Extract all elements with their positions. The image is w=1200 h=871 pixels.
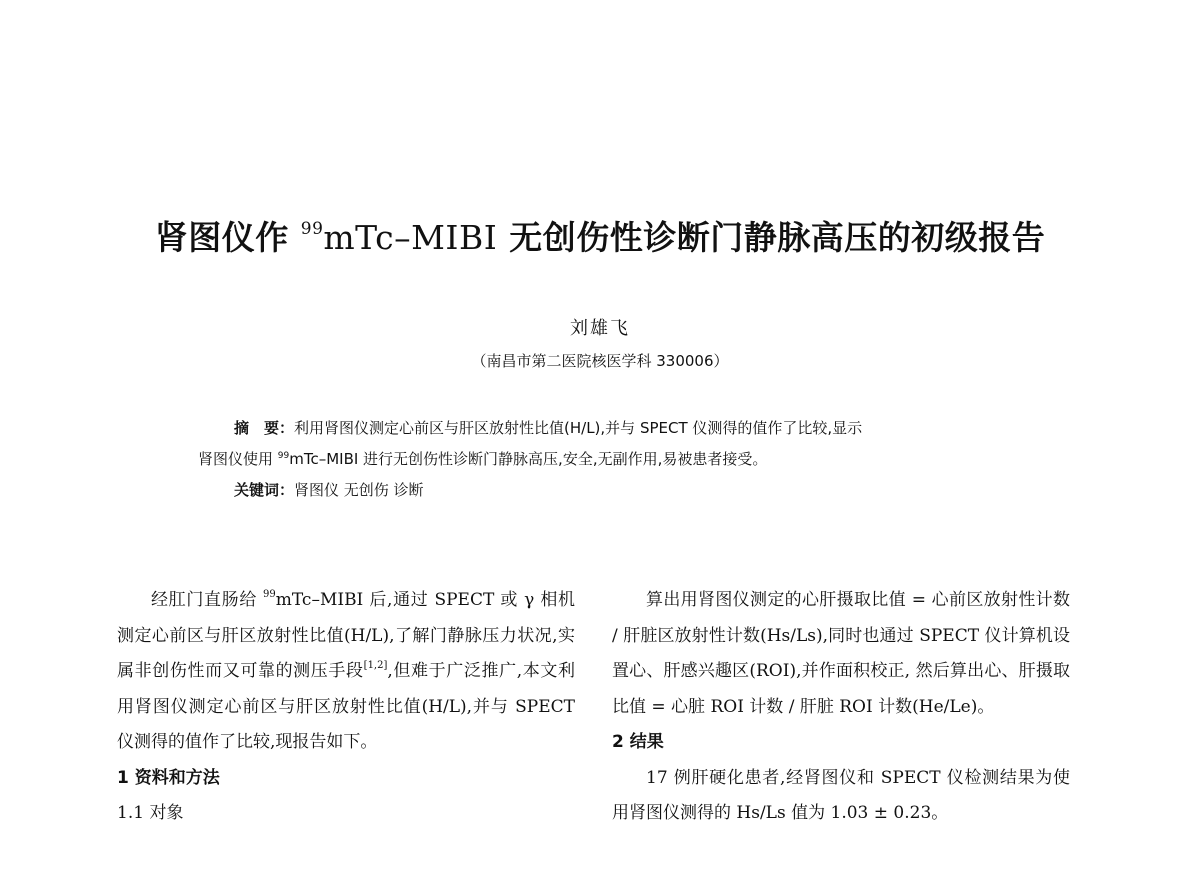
abstract-block [198, 413, 998, 506]
affiliation: （南昌市第二医院核医学科 330006） [471, 352, 729, 370]
left-column [117, 583, 575, 832]
keywords-text: 肾图仪 无创伤 诊断 [294, 481, 424, 499]
section-1-1-heading: 1.1 对象 [117, 803, 184, 823]
results-paragraph: 17 例肝硬化患者,经肾图仪和 SPECT 仪检测结果为使用肾图仪测得的 Hs/Ls 值为 1.03 ± 0.23。 [612, 767, 1070, 823]
title-prefix: 肾图仪作 [154, 218, 301, 257]
title-isotope-superscript: 99 [300, 219, 324, 239]
abstract-text-1: 利用肾图仪测定心前区与肝区放射性比值(H/L),并与 SPECT 仪测得的值作了比较,显示 [294, 419, 863, 437]
intro-part-1: 经肛门直肠给 [151, 590, 264, 610]
intro-paragraph [117, 583, 575, 761]
abstract-isotope-superscript: 99 [277, 451, 290, 461]
title-isotope: mTc–MIBI [323, 218, 498, 257]
abstract-text-2-prefix: 肾图仪使用 [198, 450, 278, 468]
title-suffix: 无创伤性诊断门静脉高压的初级报告 [497, 218, 1046, 257]
right-column [612, 583, 1070, 832]
intro-part-3: ,但难于广泛推广,本文利用肾图仪测定心前区与肝区放射性比值(H/L),并与 SPECT 仪测得的值作了比较,现报告如下。 [117, 661, 576, 752]
abstract-line-1 [198, 413, 998, 444]
author: 刘雄飞 [570, 318, 630, 339]
abstract-line-2 [198, 444, 998, 475]
intro-part-2: mTc–MIBI 后,通过 SPECT 或 γ 相机测定心前区与肝区放射性比值(H/L),了解门静脉压力状况,实属非创伤性而又可靠的测压手段 [117, 590, 575, 681]
intro-citation: [1,2] [363, 660, 388, 671]
abstract-text-2-rest: mTc–MIBI 进行无创伤性诊断门静脉高压,安全,无副作用,易被患者接受。 [289, 450, 768, 468]
section-1-heading: 1 资料和方法 [117, 767, 220, 788]
keywords-line [198, 475, 998, 506]
methods-paragraph: 算出用肾图仪测定的心肝摄取比值 = 心前区放射性计数 / 肝脏区放射性计数(Hs/Ls),同时也通过 SPECT 仪计算机设置心、肝感兴趣区(ROI),并作面积校正, 然后算出心、肝摄取比值 = 心脏 ROI 计数 / 肝脏 ROI 计数(He/Le)。 [612, 590, 1070, 717]
keywords-label: 关键词： [234, 481, 295, 499]
paper-title [0, 212, 1200, 259]
abstract-label: 摘 要： [234, 419, 295, 437]
intro-isotope-superscript: 99 [263, 589, 276, 600]
section-2-heading: 2 结果 [612, 732, 664, 752]
